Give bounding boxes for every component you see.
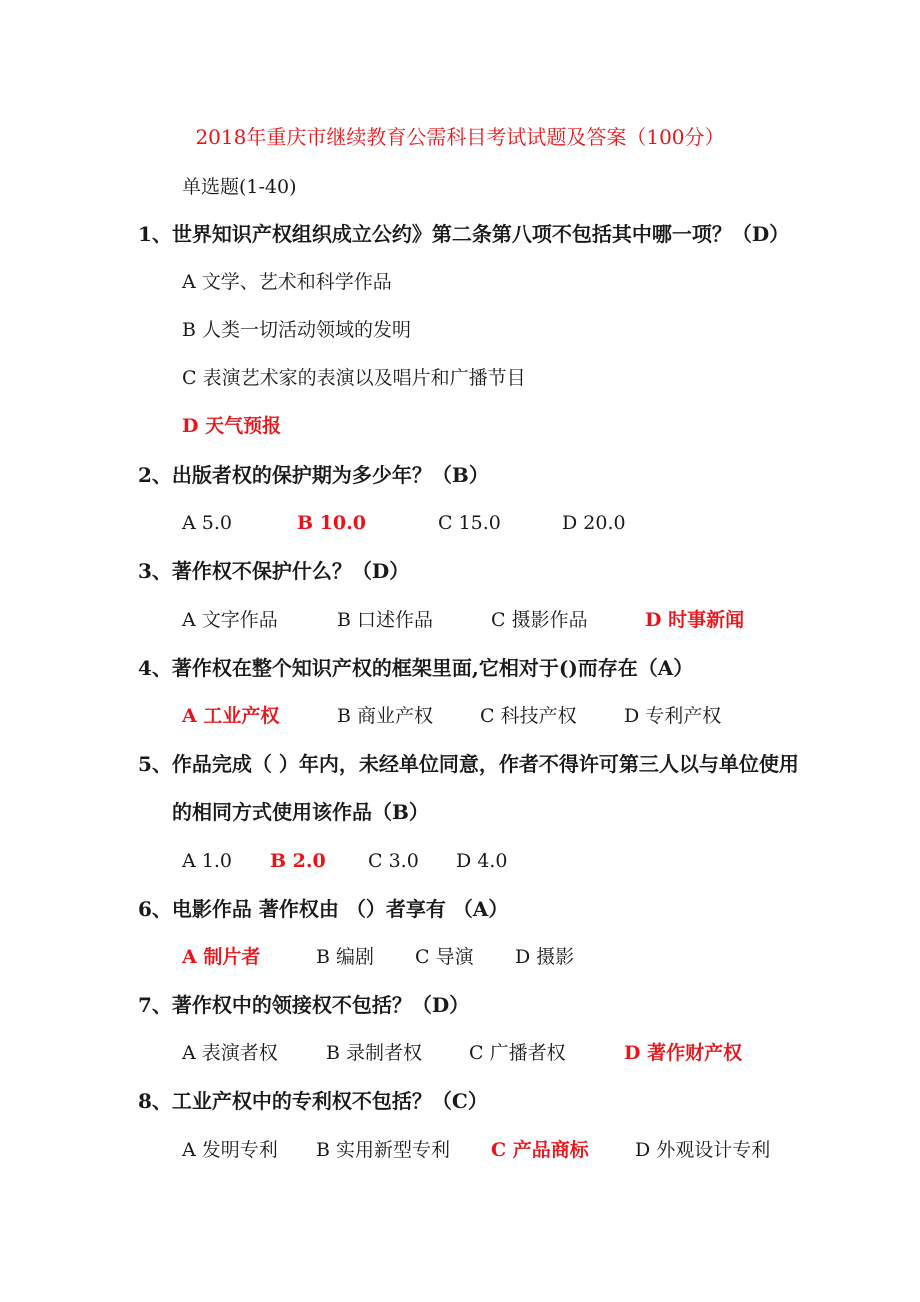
q1-option-d-answer: D 天气预报	[182, 415, 282, 437]
q2-option-b-answer: B 10.0	[297, 512, 366, 534]
section-heading: 单选题(1-40)	[182, 176, 297, 198]
q3-option-a: A 文字作品	[182, 609, 278, 631]
question-4: 4、著作权在整个知识产权的框架里面,它相对于()而存在（A）	[138, 656, 694, 680]
q6-option-a-answer: A 制片者	[182, 946, 261, 968]
q5-option-a: A 1.0	[182, 850, 232, 872]
question-8: 8、工业产权中的专利权不包括？（C）	[138, 1089, 488, 1113]
q6-option-b: B 编剧	[316, 946, 375, 968]
q1-option-c: C 表演艺术家的表演以及唱片和广播节目	[182, 367, 526, 389]
q2-option-d: D 20.0	[562, 512, 626, 534]
q3-option-d-answer: D 时事新闻	[645, 609, 745, 631]
q4-option-c: C 科技产权	[480, 705, 577, 727]
question-1: 1、世界知识产权组织成立公约》第二条第八项不包括其中哪一项？（D）	[138, 222, 790, 246]
q7-option-b: B 录制者权	[326, 1042, 423, 1064]
q4-option-d: D 专利产权	[624, 705, 722, 727]
document-title: 2018年重庆市继续教育公需科目考试试题及答案（100分）	[195, 125, 725, 149]
question-3: 3、著作权不保护什么？（D）	[138, 559, 410, 583]
q1-option-a: A 文学、艺术和科学作品	[182, 271, 392, 293]
q2-option-a: A 5.0	[182, 512, 232, 534]
q3-option-c: C 摄影作品	[491, 609, 588, 631]
q8-option-a: A 发明专利	[182, 1139, 278, 1161]
q1-option-b: B 人类一切活动领域的发明	[182, 319, 412, 341]
q2-option-c: C 15.0	[438, 512, 501, 534]
question-6: 6、电影作品 著作权由 （）者享有 （A）	[138, 897, 509, 921]
q3-option-b: B 口述作品	[337, 609, 434, 631]
q6-option-d: D 摄影	[515, 946, 575, 968]
q7-option-d-answer: D 著作财产权	[624, 1042, 743, 1064]
q8-option-c-answer: C 产品商标	[491, 1139, 589, 1161]
question-5: 5、作品完成（ ）年内，未经单位同意，作者不得许可第三人以与单位使用	[138, 752, 799, 776]
q5-option-d: D 4.0	[456, 850, 508, 872]
question-5-continued: 的相同方式使用该作品（B）	[172, 800, 429, 824]
q4-option-b: B 商业产权	[337, 705, 434, 727]
q8-option-b: B 实用新型专利	[316, 1139, 451, 1161]
q5-option-b-answer: B 2.0	[270, 850, 326, 872]
question-7: 7、著作权中的领接权不包括？（D）	[138, 993, 470, 1017]
question-2: 2、出版者权的保护期为多少年？（B）	[138, 463, 489, 487]
q4-option-a-answer: A 工业产权	[182, 705, 280, 727]
q7-option-c: C 广播者权	[469, 1042, 566, 1064]
q7-option-a: A 表演者权	[182, 1042, 278, 1064]
q8-option-d: D 外观设计专利	[635, 1139, 771, 1161]
q5-option-c: C 3.0	[368, 850, 419, 872]
q6-option-c: C 导演	[415, 946, 474, 968]
